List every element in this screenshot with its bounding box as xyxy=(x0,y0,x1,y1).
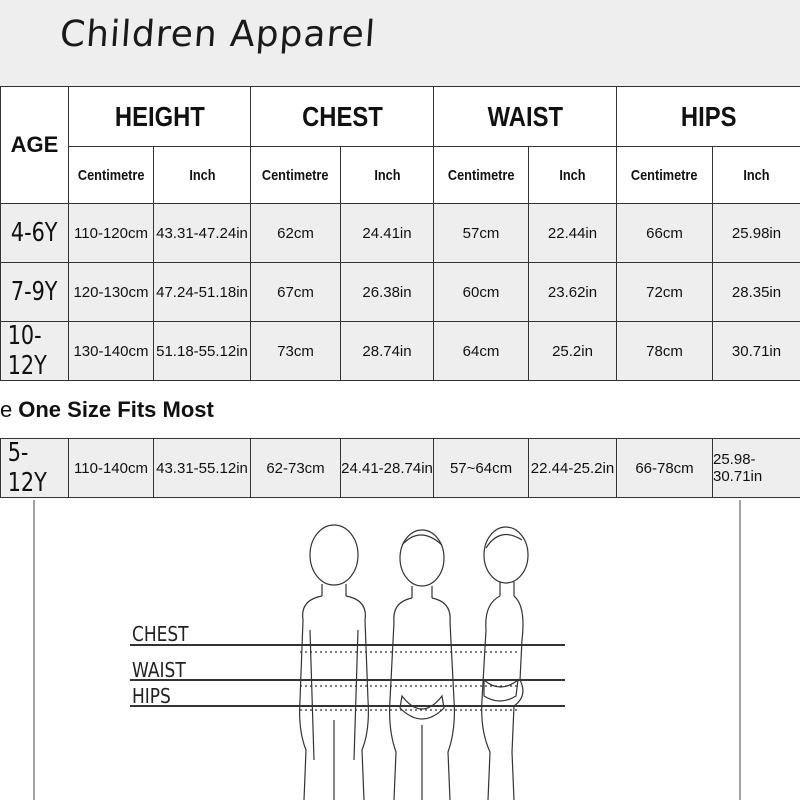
subheader-4-text: Centimetre xyxy=(447,166,515,184)
table-cell-text: 28.74in xyxy=(362,342,412,360)
one-size-label: One Size Fits Most xyxy=(18,397,214,422)
one-size-cell-text: 62-73cm xyxy=(266,459,325,477)
subheader-0 xyxy=(68,146,154,204)
children-figures-illustration xyxy=(0,500,800,800)
one-size-lead: e xyxy=(0,397,13,422)
child-figure-front xyxy=(390,530,455,800)
one-size-cell xyxy=(250,438,341,498)
one-size-cell-text: 57~64cm xyxy=(449,459,513,477)
chest-measure-label: CHEST xyxy=(132,622,189,646)
table-cell-text: 62cm xyxy=(277,224,314,242)
row-label-1-text: 7-9Y xyxy=(11,277,58,307)
table-cell-text: 51.18-55.12in xyxy=(156,342,248,360)
subheader-5 xyxy=(528,146,617,204)
table-cell-text: 66cm xyxy=(646,224,683,242)
one-size-cell xyxy=(712,438,800,498)
table-cell xyxy=(712,321,800,381)
page-title: Children Apparel xyxy=(58,14,378,55)
group-header-hips-text: HIPS xyxy=(680,100,737,132)
table-cell xyxy=(433,262,529,322)
one-size-cell xyxy=(616,438,713,498)
table-cell-text: 72cm xyxy=(646,283,683,301)
table-cell-text: 64cm xyxy=(462,342,500,360)
measurement-diagram xyxy=(0,500,800,800)
one-size-cell-text: 24.41-28.74in xyxy=(341,459,433,477)
table-cell xyxy=(250,262,341,322)
one-size-cell-text: 66-78cm xyxy=(635,459,694,477)
table-cell xyxy=(153,262,251,322)
table-cell-text: 24.41in xyxy=(362,224,412,242)
table-cell xyxy=(340,321,434,381)
subheader-6 xyxy=(616,146,713,204)
table-cell xyxy=(712,203,800,263)
table-cell xyxy=(433,203,529,263)
table-cell xyxy=(528,321,617,381)
table-cell-text: 120-130cm xyxy=(73,283,149,301)
table-cell xyxy=(250,321,341,381)
one-size-caption xyxy=(0,382,800,438)
table-cell xyxy=(528,262,617,322)
group-header-chest xyxy=(250,86,434,147)
row-label-1 xyxy=(0,262,69,322)
table-cell xyxy=(68,203,154,263)
subheader-3-text: Inch xyxy=(373,166,401,184)
table-cell-text: 78cm xyxy=(646,342,683,360)
subheader-1-text: Inch xyxy=(188,166,216,184)
table-cell xyxy=(340,203,434,263)
row-label-2 xyxy=(0,321,69,381)
table-cell-text: 25.98in xyxy=(731,224,782,242)
row-label-0 xyxy=(0,203,69,263)
table-cell-text: 30.71in xyxy=(731,342,782,360)
table-cell xyxy=(433,321,529,381)
table-cell-text: 57cm xyxy=(462,224,500,242)
subheader-2 xyxy=(250,146,341,204)
table-cell xyxy=(68,262,154,322)
table-cell xyxy=(153,203,251,263)
waist-measure-label: WAIST xyxy=(132,658,186,682)
table-cell-text: 22.44in xyxy=(547,224,598,242)
table-cell xyxy=(616,321,713,381)
table-cell xyxy=(528,203,617,263)
table-cell xyxy=(616,262,713,322)
child-figure-side xyxy=(482,527,528,800)
hips-measure-label: HIPS xyxy=(132,684,171,708)
table-cell-text: 60cm xyxy=(462,283,500,301)
one-size-cell-text: 25.98-30.71in xyxy=(713,451,763,485)
group-header-height-text: HEIGHT xyxy=(114,100,205,132)
subheader-3 xyxy=(340,146,434,204)
group-header-height xyxy=(68,86,251,147)
table-cell-text: 28.35in xyxy=(731,283,782,301)
subheader-2-text: Centimetre xyxy=(262,166,329,184)
header-band xyxy=(0,0,800,86)
one-size-cell-text: 43.31-55.12in xyxy=(156,459,248,477)
table-cell-text: 26.38in xyxy=(362,283,412,301)
row-label-2-text: 10-12Y xyxy=(7,321,47,381)
subheader-4 xyxy=(433,146,529,204)
subheader-7 xyxy=(712,146,800,204)
one-size-cell xyxy=(433,438,529,498)
one-size-row-label xyxy=(0,438,69,498)
table-cell-text: 110-120cm xyxy=(74,224,148,242)
row-label-0-text: 4-6Y xyxy=(11,218,58,248)
group-header-waist-text: WAIST xyxy=(487,100,563,132)
table-cell-text: 25.2in xyxy=(552,342,593,360)
table-cell-text: 73cm xyxy=(277,342,314,360)
subheader-6-text: Centimetre xyxy=(631,166,698,184)
group-header-waist xyxy=(433,86,617,147)
table-cell xyxy=(712,262,800,322)
subheader-5-text: Inch xyxy=(559,166,586,184)
table-cell-text: 67cm xyxy=(277,283,314,301)
one-size-cell-text: 22.44-25.2in xyxy=(530,459,615,477)
subheader-7-text: Inch xyxy=(743,166,770,184)
table-cell xyxy=(340,262,434,322)
subheader-0-text: Centimetre xyxy=(77,166,145,184)
table-cell xyxy=(250,203,341,263)
table-cell-text: 47.24-51.18in xyxy=(156,283,248,301)
child-figure-back xyxy=(300,525,369,800)
one-size-cell xyxy=(340,438,434,498)
table-cell-text: 43.31-47.24in xyxy=(156,224,248,242)
subheader-1 xyxy=(153,146,251,204)
table-cell xyxy=(68,321,154,381)
one-size-cell xyxy=(153,438,251,498)
one-size-cell xyxy=(528,438,617,498)
table-cell-text: 23.62in xyxy=(547,283,598,301)
table-cell xyxy=(616,203,713,263)
one-size-row-label-text: 5-12Y xyxy=(7,438,47,498)
one-size-cell-text: 110-140cm xyxy=(74,459,148,477)
one-size-cell xyxy=(68,438,154,498)
group-header-chest-text: CHEST xyxy=(301,100,383,132)
age-header xyxy=(0,86,69,204)
group-header-hips xyxy=(616,86,800,147)
table-cell xyxy=(153,321,251,381)
table-cell-text: 130-140cm xyxy=(73,342,149,360)
age-header-text: AGE xyxy=(10,132,59,157)
